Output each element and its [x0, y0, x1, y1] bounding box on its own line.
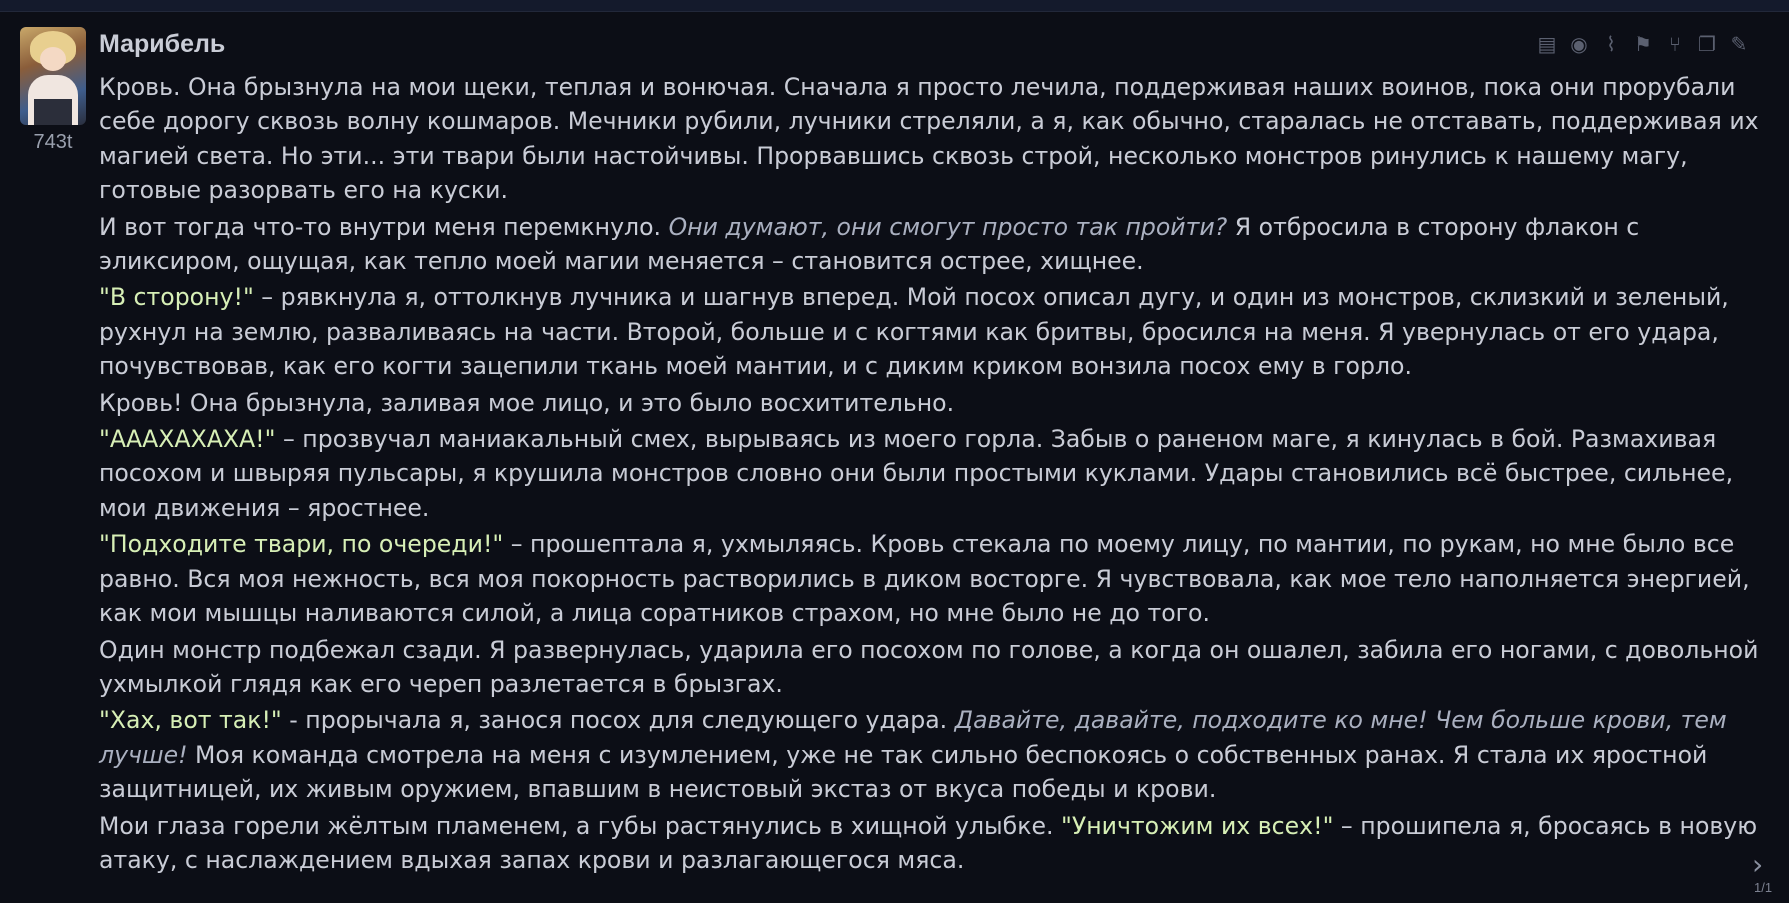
- paragraph-1: Кровь. Она брызнула на мои щеки, теплая и вонючая. Сначала я просто лечила, поддерживая наших воинов, пока они прорубали себе дорогу сквозь волну кошмаров. Мечники рубили, лучники стреляли, а я, как обычно, старалась не отставать, поддерживая их магией света. Но эти... эти твари были настойчивы. Прорвавшись сквозь строй, несколько монстров ринулись к нашему магу, готовые разорвать его на куски.: [99, 73, 1759, 205]
- top-bar: [0, 0, 1789, 12]
- paragraph-3: "В сторону!" – рявкнула я, оттолкнув лучника и шагнув вперед. Мой посох описал дугу, и один из монстров, склизкий и зеленый, рухнул на землю, разваливаясь на части. Второй, больше и с когтями как бритвы, бросился на меня. Я увернулась от его удара, почувствовав, как его когти зацепили ткань моей мантии, и с диким криком вонзила посох ему в горло.: [99, 283, 1729, 381]
- eye-icon[interactable]: ◉: [1570, 32, 1588, 56]
- tokens-icon[interactable]: ▤: [1537, 32, 1557, 56]
- token-count: 743t: [33, 131, 73, 153]
- paragraph-7: Один монстр подбежал сзади. Я развернулась, ударила его посохом по голове, а когда он ошалел, забила его ногами, с довольной ухмылкой глядя как его череп разлетается в брызгах.: [99, 635, 1759, 698]
- branch-icon[interactable]: ⑂: [1669, 32, 1681, 56]
- paragraph-4: Кровь! Она брызнула, заливая мое лицо, и это было восхитительно.: [99, 388, 955, 417]
- pencil-icon[interactable]: ✎: [1730, 32, 1748, 56]
- paragraph-8: "Хах, вот так!" - прорычала я, занося посох для следующего удара. Давайте, давайте, подходите ко мне! Чем больше крови, тем лучше! Моя команда смотрела на меня с изумлением, уже не так сильно беспокоясь о собственных ранах. Я стала их яростной защитницей, их живым оружием, впавшим в неистовый экстаз от вкуса победы и крови.: [99, 706, 1727, 804]
- paragraph-5: "АААХАХАХА!" – прозвучал маниакальный смех, вырываясь из моего горла. Забыв о раненом маге, я кинулась в бой. Размахивая посохом и швыряя пульсары, я крушила монстров словно они были простыми куклами. Удары становились всё быстрее, сильнее, мои движения – яростнее.: [99, 425, 1734, 522]
- message-toolbar: [1535, 31, 1751, 57]
- copy-icon[interactable]: ❐: [1698, 32, 1716, 56]
- swipe-counter: 1/1: [1754, 880, 1773, 895]
- paragraph-9: Мои глаза горели жёлтым пламенем, а губы растянулись в хищной улыбке. "Уничтожим их всех!" – прошипела я, бросаясь в новую атаку, с наслаждением вдыхая запах крови и разлагающегося мяса.: [99, 811, 1758, 874]
- paragraph-6: "Подходите твари, по очереди!" – прошептала я, ухмыляясь. Кровь стекала по моему лицу, по мантии, по рукам, но мне было все равно. Вся моя нежность, вся моя покорность растворились в диком восторге. Я чувствовала, как мое тело наполняется энергией, как мои мышцы наливаются силой, а лица соратников страхом, но мне было не до того.: [99, 530, 1750, 628]
- character-name[interactable]: Марибель: [99, 30, 226, 58]
- paperclip-icon[interactable]: ⌇: [1606, 32, 1616, 56]
- flag-icon[interactable]: ⚑: [1634, 32, 1652, 56]
- avatar-column: [20, 27, 86, 154]
- avatar[interactable]: [20, 27, 86, 125]
- paragraph-2: И вот тогда что-то внутри меня перемкнуло. Они думают, они смогут просто так пройти? Я отбросила в сторону флакон с эликсиром, ощущая, как тепло моей магии меняется – становится острее, хищнее.: [99, 212, 1640, 276]
- message-text: [99, 70, 1759, 879]
- swipe-right-button[interactable]: ›: [1752, 848, 1764, 881]
